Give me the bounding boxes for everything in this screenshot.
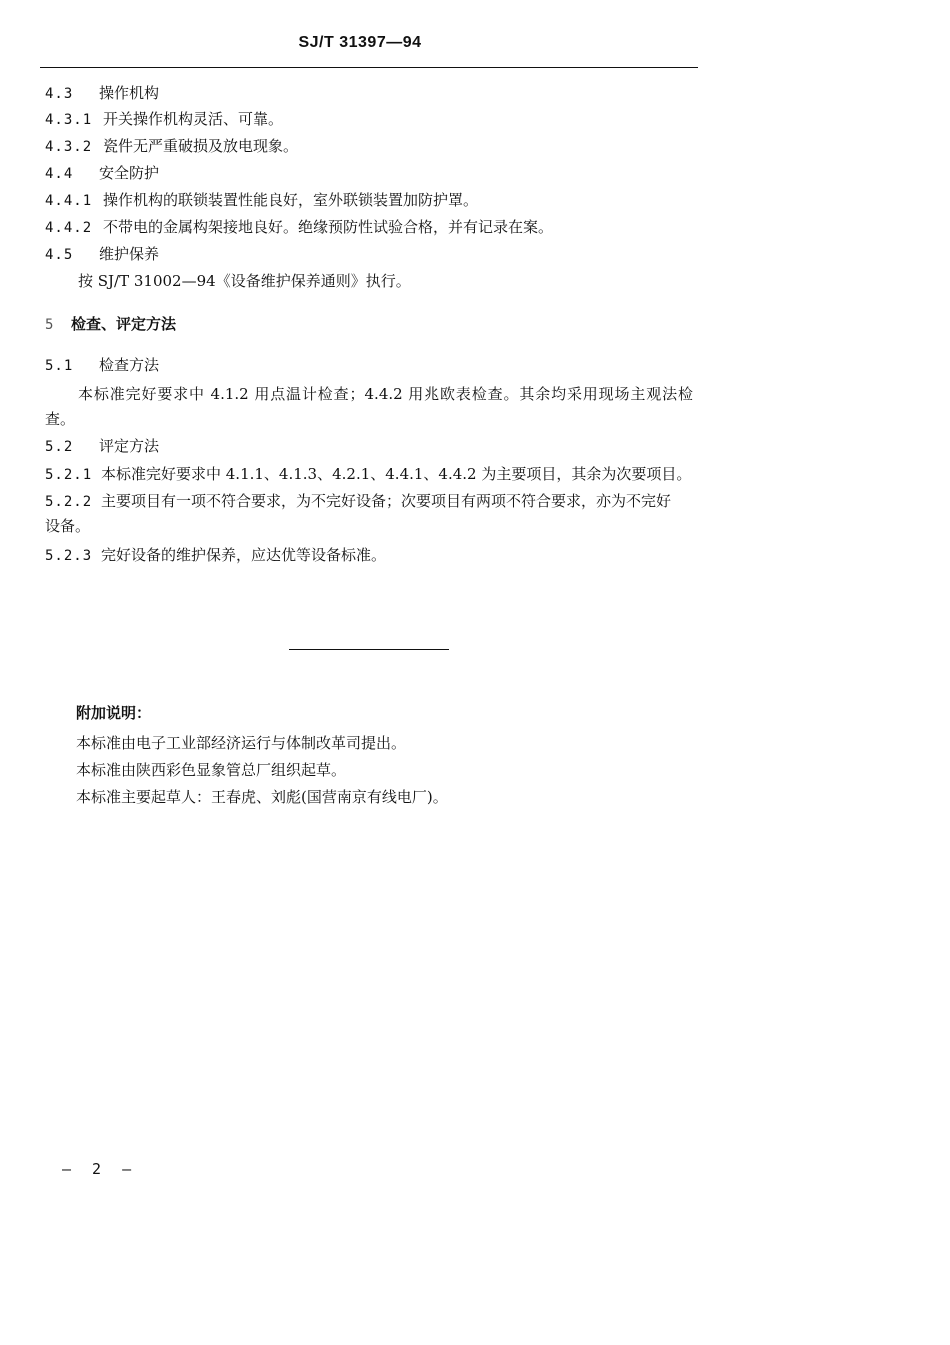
clause-text-line-1: 主要项目有一项不符合要求，为不完好设备；次要项目有两项不符合要求，亦为不完好 xyxy=(101,492,672,510)
end-rule xyxy=(289,649,449,650)
maintenance-text: 按 SJ/T 31002—94《设备维护保养通则》执行。 xyxy=(78,272,411,290)
section-5-title xyxy=(45,314,176,335)
clause-5-2-1 xyxy=(45,464,691,485)
clause-text: 操作机构 xyxy=(99,84,160,102)
clause-number: 4.3.2 xyxy=(45,139,93,155)
notes-line: 本标准主要起草人：王春虎、刘彪(国营南京有线电厂)。 xyxy=(76,788,448,806)
clause-4-5 xyxy=(45,244,159,265)
clause-text: 本标准完好要求中 4.1.1、4.1.3、4.2.1、4.4.1、4.4.2 为主要项目，其余为次要项目。 xyxy=(101,465,692,483)
clause-number: 4.4 xyxy=(45,166,74,182)
clause-text: 评定方法 xyxy=(99,437,160,455)
clause-number: 4.5 xyxy=(45,247,74,263)
section-number: 5 xyxy=(45,317,55,333)
page-number: — 2 — xyxy=(62,1160,138,1178)
inspection-paragraph-line-1: 本标准完好要求中 4.1.2 用点温计检查；4.4.2 用兆欧表检查。其余均采用现场主观法检 xyxy=(78,385,693,403)
clause-text: 开关操作机构灵活、可靠。 xyxy=(103,110,284,128)
clause-number: 4.3 xyxy=(45,86,74,102)
clause-number: 5.2 xyxy=(45,439,74,455)
clause-5-1 xyxy=(45,355,159,376)
clause-5-2 xyxy=(45,436,159,457)
clause-5-2-3 xyxy=(45,545,386,566)
clause-number: 5.2.2 xyxy=(45,494,93,510)
clause-5-2-2 xyxy=(45,491,671,512)
clause-text: 瓷件无严重破损及放电现象。 xyxy=(103,137,299,155)
clause-text: 完好设备的维护保养，应达优等设备标准。 xyxy=(101,546,387,564)
clause-number: 4.4.1 xyxy=(45,193,93,209)
clause-text: 不带电的金属构架接地良好。绝缘预防性试验合格，并有记录在案。 xyxy=(103,218,554,236)
clause-number: 4.4.2 xyxy=(45,220,93,236)
standard-code: SJ/T 31397—94 xyxy=(298,34,422,51)
clause-4-4-1 xyxy=(45,190,478,211)
clause-4-3-1 xyxy=(45,109,283,130)
clause-number: 5.2.1 xyxy=(45,467,93,483)
clause-4-4 xyxy=(45,163,159,184)
clause-4-3 xyxy=(45,83,159,104)
clause-text: 安全防护 xyxy=(99,164,160,182)
clause-number: 5.1 xyxy=(45,358,74,374)
clause-number: 4.3.1 xyxy=(45,112,93,128)
notes-line: 本标准由电子工业部经济运行与体制改革司提出。 xyxy=(76,734,407,752)
clause-number: 5.2.3 xyxy=(45,548,93,564)
clause-text: 维护保养 xyxy=(99,245,160,263)
clause-text: 检查方法 xyxy=(99,356,160,374)
notes-line: 本标准由陕西彩色显象管总厂组织起草。 xyxy=(76,761,347,779)
notes-title: 附加说明： xyxy=(76,704,152,722)
section-heading: 检查、评定方法 xyxy=(71,315,177,333)
clause-5-2-2-line-2: 设备。 xyxy=(45,517,91,535)
header-rule xyxy=(40,67,698,68)
clause-text: 操作机构的联锁装置性能良好，室外联锁装置加防护罩。 xyxy=(103,191,479,209)
clause-4-4-2 xyxy=(45,217,553,238)
clause-4-3-2 xyxy=(45,136,298,157)
inspection-paragraph-line-2: 查。 xyxy=(45,410,76,428)
